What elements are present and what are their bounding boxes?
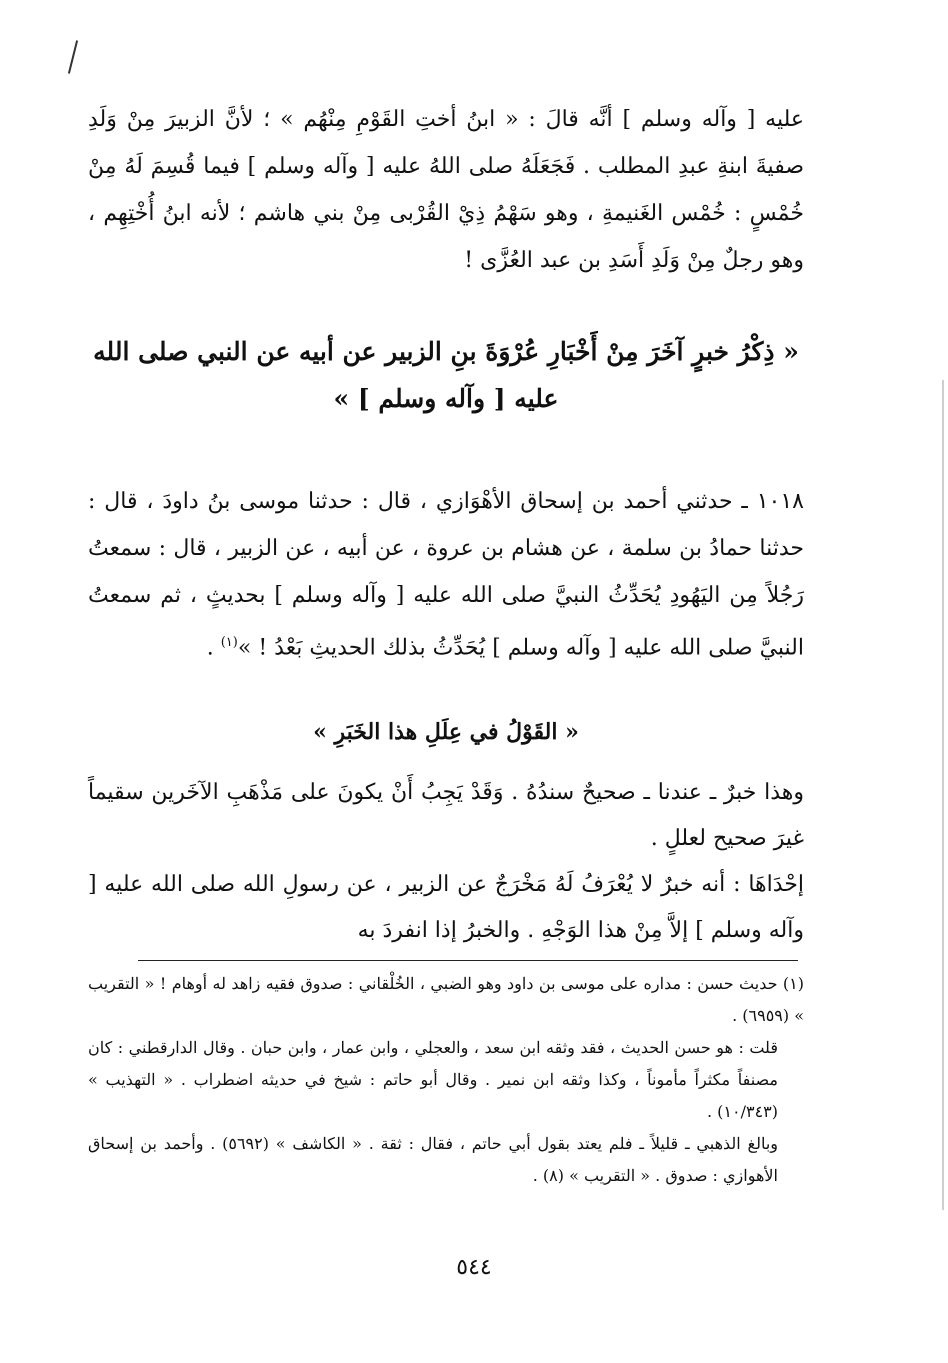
footnote-separator — [138, 960, 798, 961]
footnote-item: قلت : هو حسن الحديث ، فقد وثقه ابن سعد ، والعجلي ، وابن عمار ، وابن حبان . وقال الدارقطني : كان مصنفاً مكثراً مأموناً ، وكذا وثقه ابن نمير . وقال أبو حاتم : شيخ في حديثه اضطراب . « التهذيب » (١٠/٣٤٣) . — [88, 1038, 778, 1121]
ilal-heading-text: « القَوْلُ في عِلَلِ هذا الخَبَرِ » — [313, 719, 579, 745]
footnotes — [88, 968, 804, 1192]
footnote-reference: (١) — [220, 635, 238, 650]
scan-edge — [942, 380, 944, 1210]
page-number: ٥٤٤ — [456, 1255, 492, 1280]
hadith-paragraph — [88, 478, 804, 671]
chapter-heading-text: « ذِكْرُ خبرٍ آخَرَ مِنْ أَخْبَارِ عُرْوَةَ بنِ الزبير عن أبيه عن النبي صلى الله عليه [ وآله وسلم ] » — [93, 337, 799, 413]
footnote-item: وبالغ الذهبي ـ قليلاً ـ فلم يعتد بقول أبي حاتم ، فقال : ثقة . « الكاشف » (٥٦٩٢) . وأحمد بن إسحاق الأهوازي : صدوق . « التقريب » (٨) . — [88, 1134, 779, 1185]
footnote-item: (١) حديث حسن : مداره على موسى بن داود وهو الضبي ، الخُلْقاني : صدوق فقيه زاهد له أوهام ! « التقريب » (٦٩٥٩) . — [88, 974, 804, 1025]
ilal-paragraph: إحْدَاهَا : أنه خبرٌ لا يُعْرَفُ لَهُ مَخْرَجٌ عن الزبير ، عن رسولِ الله صلى الله عليه [ وآله وسلم ] إلاَّ مِنْ هذا الوَجْهِ . والخبرُ إذا انفردَ به — [88, 872, 804, 943]
intro-text: عليه [ وآله وسلم ] أنَّه قالَ : « ابنُ أختِ القَوْمِ مِنْهُم » ؛ لأنَّ الزبيرَ مِنْ وَلَدِ صفيةَ ابنةِ عبدِ المطلب . فَجَعَلَهُ صلى اللهُ عليه [ وآله وسلم ] فيما قُسِمَ لَهُ مِنْ خُمْسٍ : خُمْس الغَنيمةِ ، وهو سَهْمُ ذِيْ القُرْبى مِنْ بني هاشم ؛ لأنه ابنُ أُخْتِهِم ، وهو رجلٌ مِنْ وَلَدِ أَسَدِ بن عبد العُزَّى ! — [88, 107, 804, 273]
intro-paragraph — [88, 96, 804, 284]
hadith-text: ١٠١٨ ـ حدثني أحمد بن إسحاق الأهْوَازي ، قال : حدثنا موسى بنُ داودَ ، قال : حدثنا حمادُ بن سلمة ، عن هشام بن عروة ، عن أبيه ، عن الزبير ، قال : سمعتُ رَجُلاً مِن اليَهُودِ يُحَدِّثُ النبيَّ صلى الله عليه [ وآله وسلم ] بحديثٍ ، ثم سمعتُ النبيَّ صلى الله عليه [ وآله وسلم ] يُحَدِّثُ بذلك الحديثِ بَعْدُ ! » — [88, 489, 804, 661]
ilal-paragraph: وهذا خبرٌ ـ عندنا ـ صحيحٌ سندُهُ . وَقَدْ يَجِبُ أَنْ يكونَ على مَذْهَبِ الآخَرين سقيماً غيرَ صحيح لعللٍ . — [88, 780, 804, 851]
pencil-mark — [68, 40, 78, 73]
ilal-section — [88, 770, 804, 954]
ilal-heading — [88, 712, 804, 752]
chapter-heading — [88, 328, 804, 422]
hadith-end: . — [206, 635, 221, 661]
hadith-body — [88, 478, 804, 671]
